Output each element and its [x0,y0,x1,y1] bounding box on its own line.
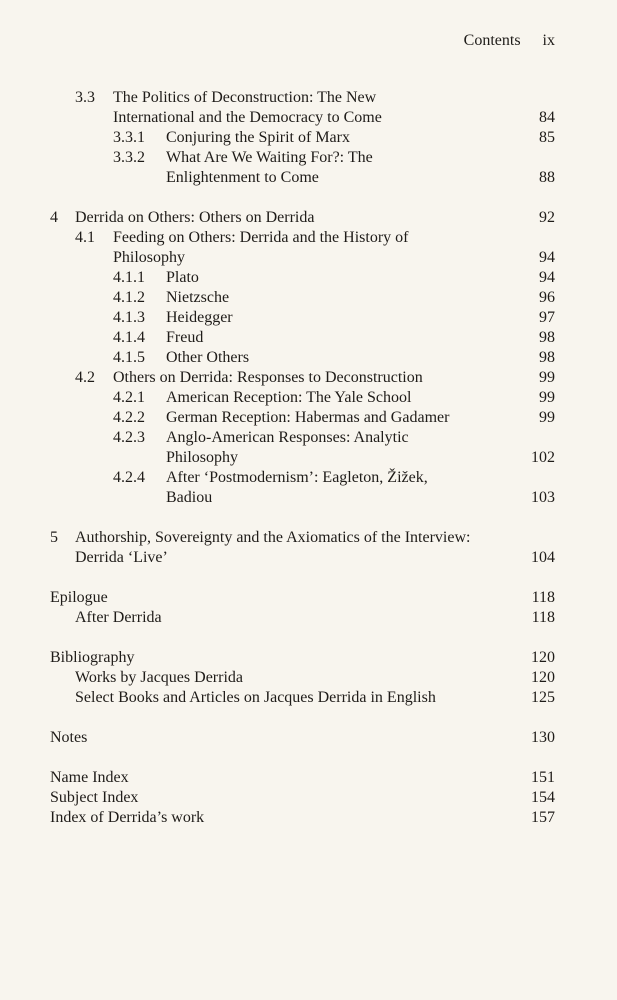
toc-entry-title [75,208,555,228]
toc-entry-page-number: 154 [531,789,555,806]
toc-spacer [50,188,555,208]
toc-entry-title-line: Anglo-American Responses: Analytic [166,429,409,446]
toc-entry[interactable] [50,688,555,708]
toc-entry-title-line: Select Books and Articles on Jacques Derrida in English [75,689,436,706]
toc-entry-title [166,308,555,328]
toc-entry[interactable] [50,588,555,608]
toc-entry-title-line: Epilogue [50,589,108,606]
toc-entry-page-number: 102 [531,449,555,466]
toc-entry-title-line: Feeding on Others: Derrida and the History of [113,229,409,246]
toc-entry[interactable] [50,268,555,288]
toc-entry[interactable] [50,128,555,148]
toc-entry-title [166,148,555,188]
toc-entry[interactable] [50,808,555,828]
toc-entry-title [50,788,555,808]
toc-entry-title-line: Nietzsche [166,289,230,306]
toc-spacer [50,508,555,528]
toc-entry-page-number: 157 [531,809,555,826]
toc-entry-page-number: 98 [539,349,555,366]
toc-entry-number: 3.3.1 [113,129,145,146]
toc-entry-title [166,388,555,408]
header-page-number: ix [542,32,555,49]
toc-entry[interactable] [50,388,555,408]
toc-entry-title [166,348,555,368]
toc-entry[interactable] [50,528,555,568]
toc-entry[interactable] [50,468,555,508]
toc-entry-title [75,668,555,688]
toc-entry-title [50,648,555,668]
toc-entry-number: 4.1.2 [113,289,145,306]
toc-entry-title [50,808,555,828]
toc-entry[interactable] [50,408,555,428]
toc-entry-title-line: Philosophy [113,249,186,266]
toc-entry-number: 4 [50,209,58,226]
toc-entry-title-line: German Reception: Habermas and Gadamer [166,409,450,426]
toc-entry-title [166,268,555,288]
toc-entry[interactable] [50,648,555,668]
toc-entry-number: 4.1.1 [113,269,145,286]
toc-entry-title [113,88,555,128]
toc-entry[interactable] [50,768,555,788]
toc-entry-number: 4.2.3 [113,429,145,446]
toc-entry-page-number: 130 [531,729,555,746]
toc-entry-number: 4.1.4 [113,329,145,346]
toc-entry-title-line: International and the Democracy to Come [113,109,382,126]
toc-entry-number: 5 [50,529,58,546]
toc-entry-title [75,608,555,628]
toc-entry-title-line: Freud [166,329,204,346]
toc-entry-title [75,688,555,708]
toc-entry-page-number: 99 [539,409,555,426]
toc-entry[interactable] [50,328,555,348]
toc-entry[interactable] [50,228,555,268]
toc-entry-page-number: 120 [531,669,555,686]
toc-entry-title-line: Notes [50,729,88,746]
toc-entry-page-number: 98 [539,329,555,346]
toc-entry-page-number: 99 [539,389,555,406]
toc-entry[interactable] [50,788,555,808]
toc-entry-page-number: 94 [539,249,555,266]
toc-entry[interactable] [50,208,555,228]
toc-entry-title-line: Plato [166,269,199,286]
toc-entry-title [166,428,555,468]
toc-entry-number: 4.1 [75,229,95,246]
toc-entry-number: 4.2.4 [113,469,145,486]
toc-entry-title [75,528,555,568]
toc-entry-title [166,288,555,308]
toc-entry-page-number: 103 [531,489,555,506]
toc-entry-number: 4.1.3 [113,309,145,326]
toc-entry[interactable] [50,428,555,468]
toc-entry-title-line: After Derrida [75,609,162,626]
toc-entry-page-number: 118 [531,609,555,626]
toc-entry-title-line: Badiou [166,489,213,506]
toc-entry-title [166,468,555,508]
toc-entry-title-line: Derrida on Others: Others on Derrida [75,209,315,226]
toc-entry-title-line: American Reception: The Yale School [166,389,412,406]
toc-spacer [50,748,555,768]
toc-entry-page-number: 88 [539,169,555,186]
toc-entry[interactable] [50,608,555,628]
toc-entry-title [50,768,555,788]
toc-spacer [50,708,555,728]
toc-entry-title-line: Enlightenment to Come [166,169,319,186]
table-of-contents [50,88,555,828]
toc-entry[interactable] [50,148,555,188]
toc-entry[interactable] [50,288,555,308]
toc-entry-page-number: 120 [531,649,555,666]
toc-entry-page-number: 151 [531,769,555,786]
toc-entry[interactable] [50,348,555,368]
toc-entry-number: 4.1.5 [113,349,145,366]
toc-entry[interactable] [50,728,555,748]
toc-entry-title-line: What Are We Waiting For?: The [166,149,373,166]
toc-entry-title-line: Name Index [50,769,129,786]
toc-entry-title [50,728,555,748]
toc-entry-number: 4.2.1 [113,389,145,406]
toc-entry-title-line: Conjuring the Spirit of Marx [166,129,350,146]
toc-entry-number: 4.2.2 [113,409,145,426]
toc-spacer [50,628,555,648]
toc-entry-page-number: 84 [539,109,555,126]
toc-entry-page-number: 99 [539,369,555,386]
toc-entry-title-line: Other Others [166,349,250,366]
toc-entry-title [166,408,555,428]
toc-entry-title [50,588,555,608]
toc-entry-title-line: Others on Derrida: Responses to Deconstruction [113,369,423,386]
toc-entry[interactable] [50,368,555,388]
toc-entry-page-number: 85 [539,129,555,146]
toc-entry-page-number: 125 [531,689,555,706]
toc-entry-number: 4.2 [75,369,95,386]
toc-entry-page-number: 94 [539,269,555,286]
toc-entry-title [166,128,555,148]
toc-entry-title [113,228,555,268]
toc-entry-number: 3.3.2 [113,149,145,166]
running-header [464,32,555,50]
toc-entry[interactable] [50,668,555,688]
toc-entry-title-line: Index of Derrida’s work [50,809,205,826]
toc-entry-title-line: Philosophy [166,449,239,466]
header-title: Contents [463,32,521,49]
toc-entry-page-number: 118 [531,589,555,606]
toc-entry-title-line: Derrida ‘Live’ [75,549,168,566]
toc-entry[interactable] [50,88,555,128]
toc-entry-title-line: Works by Jacques Derrida [75,669,243,686]
toc-entry-page-number: 104 [531,549,555,566]
toc-entry-title-line: The Politics of Deconstruction: The New [113,89,377,106]
toc-entry-title-line: Bibliography [50,649,135,666]
toc-entry-page-number: 97 [539,309,555,326]
toc-entry-number: 3.3 [75,89,95,106]
toc-entry-title-line: Authorship, Sovereignty and the Axiomatics of the Interview: [75,529,471,546]
toc-entry[interactable] [50,308,555,328]
toc-entry-title [166,328,555,348]
toc-entry-title [113,368,555,388]
toc-spacer [50,568,555,588]
toc-entry-page-number: 96 [539,289,555,306]
toc-entry-page-number: 92 [539,209,555,226]
toc-entry-title-line: Heidegger [166,309,233,326]
toc-entry-title-line: Subject Index [50,789,139,806]
toc-entry-title-line: After ‘Postmodernism’: Eagleton, Žižek, [166,469,428,486]
